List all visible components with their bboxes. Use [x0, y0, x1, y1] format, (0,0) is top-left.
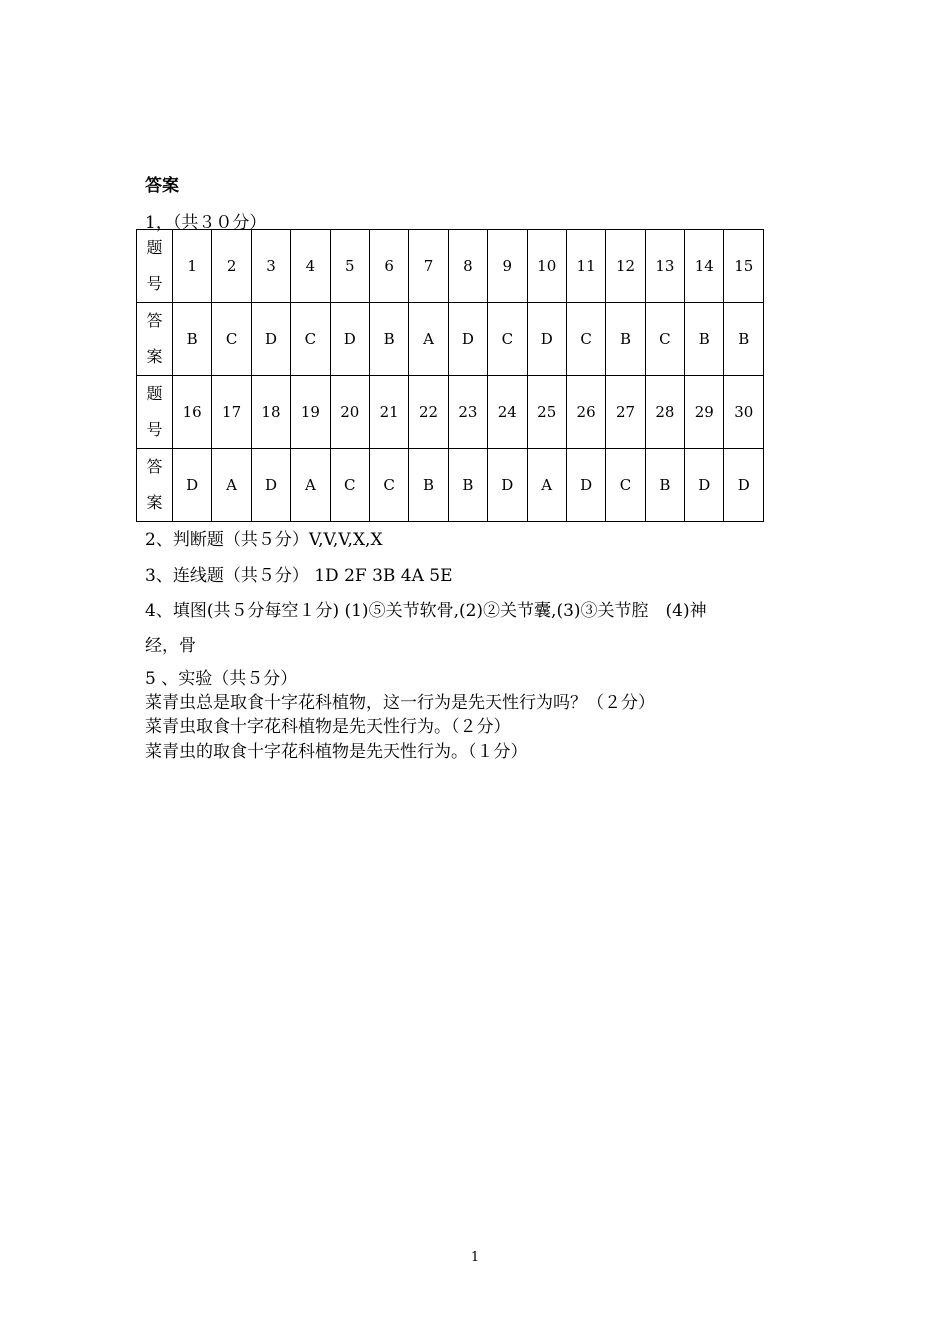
table-cell: C: [566, 303, 605, 376]
table-cell: 10: [527, 230, 566, 303]
table-cell: B: [173, 303, 212, 376]
table-cell: A: [409, 303, 448, 376]
row-label-question-number: 题 号: [137, 376, 173, 449]
table-row-question-numbers-2: [137, 376, 764, 449]
table-cell: C: [369, 449, 408, 522]
table-cell: 7: [409, 230, 448, 303]
table-cell: D: [685, 449, 724, 522]
table-cell: B: [606, 303, 645, 376]
table-cell: C: [330, 449, 369, 522]
table-cell: 29: [685, 376, 724, 449]
section-1-heading: 1，（共３０分）: [145, 213, 267, 233]
table-cell: 9: [488, 230, 527, 303]
table-row-answers-2: [137, 449, 764, 522]
section-4-fill-figure-line-1: 4、填图(共５分每空１分) (1)⑤关节软骨,(2)②关节囊,(3)③关节腔 (4)神: [145, 601, 707, 621]
table-cell: 21: [369, 376, 408, 449]
table-cell: 23: [448, 376, 487, 449]
page-number: 1: [470, 1250, 480, 1265]
table-cell: 20: [330, 376, 369, 449]
table-cell: 4: [291, 230, 330, 303]
section-5-experiment-heading: 5 、实验（共５分）: [145, 669, 298, 689]
table-cell: 16: [173, 376, 212, 449]
section-4-fill-figure-line-2: 经，骨: [145, 636, 196, 656]
table-cell: C: [645, 303, 684, 376]
table-cell: 26: [566, 376, 605, 449]
table-cell: 5: [330, 230, 369, 303]
table-row-question-numbers-1: [137, 230, 764, 303]
table-cell: 27: [606, 376, 645, 449]
table-cell: D: [251, 449, 290, 522]
table-cell: 17: [212, 376, 251, 449]
table-cell: B: [645, 449, 684, 522]
row-label-answer: 答 案: [137, 303, 173, 376]
table-cell: D: [251, 303, 290, 376]
table-cell: 1: [173, 230, 212, 303]
document-title: 答案: [145, 176, 179, 196]
table-cell: 3: [251, 230, 290, 303]
table-cell: D: [330, 303, 369, 376]
table-cell: 22: [409, 376, 448, 449]
section-2-judgement: 2、判断题（共５分）V,V,V,X,X: [145, 530, 383, 550]
row-label-answer: 答 案: [137, 449, 173, 522]
table-cell: D: [448, 303, 487, 376]
table-cell: B: [724, 303, 764, 376]
table-cell: D: [566, 449, 605, 522]
table-cell: A: [212, 449, 251, 522]
table-cell: 2: [212, 230, 251, 303]
table-cell: C: [488, 303, 527, 376]
table-cell: C: [291, 303, 330, 376]
experiment-line-answer-1: 菜青虫取食十字花科植物是先天性行为。（２分）: [145, 717, 511, 737]
table-cell: B: [685, 303, 724, 376]
table-cell: B: [369, 303, 408, 376]
table-row-answers-1: [137, 303, 764, 376]
table-cell: B: [409, 449, 448, 522]
table-cell: 11: [566, 230, 605, 303]
table-cell: 14: [685, 230, 724, 303]
experiment-line-question: 菜青虫总是取食十字花科植物，这一行为是先天性行为吗？（２分）: [145, 693, 655, 713]
table-cell: C: [212, 303, 251, 376]
table-cell: 6: [369, 230, 408, 303]
table-cell: 18: [251, 376, 290, 449]
table-cell: 19: [291, 376, 330, 449]
table-cell: 24: [488, 376, 527, 449]
table-cell: 25: [527, 376, 566, 449]
table-cell: 13: [645, 230, 684, 303]
table-cell: A: [527, 449, 566, 522]
table-cell: A: [291, 449, 330, 522]
table-cell: D: [527, 303, 566, 376]
table-cell: 30: [724, 376, 764, 449]
table-cell: D: [173, 449, 212, 522]
table-cell: 28: [645, 376, 684, 449]
table-cell: D: [724, 449, 764, 522]
table-cell: 12: [606, 230, 645, 303]
table-cell: 8: [448, 230, 487, 303]
table-cell: D: [488, 449, 527, 522]
answer-table: [136, 229, 764, 522]
section-3-matching: 3、连线题（共５分） 1D 2F 3B 4A 5E: [145, 566, 453, 586]
table-cell: 15: [724, 230, 764, 303]
experiment-line-answer-2: 菜青虫的取食十字花科植物是先天性行为。（１分）: [145, 742, 528, 762]
table-cell: C: [606, 449, 645, 522]
row-label-question-number: 题 号: [137, 230, 173, 303]
table-cell: B: [448, 449, 487, 522]
